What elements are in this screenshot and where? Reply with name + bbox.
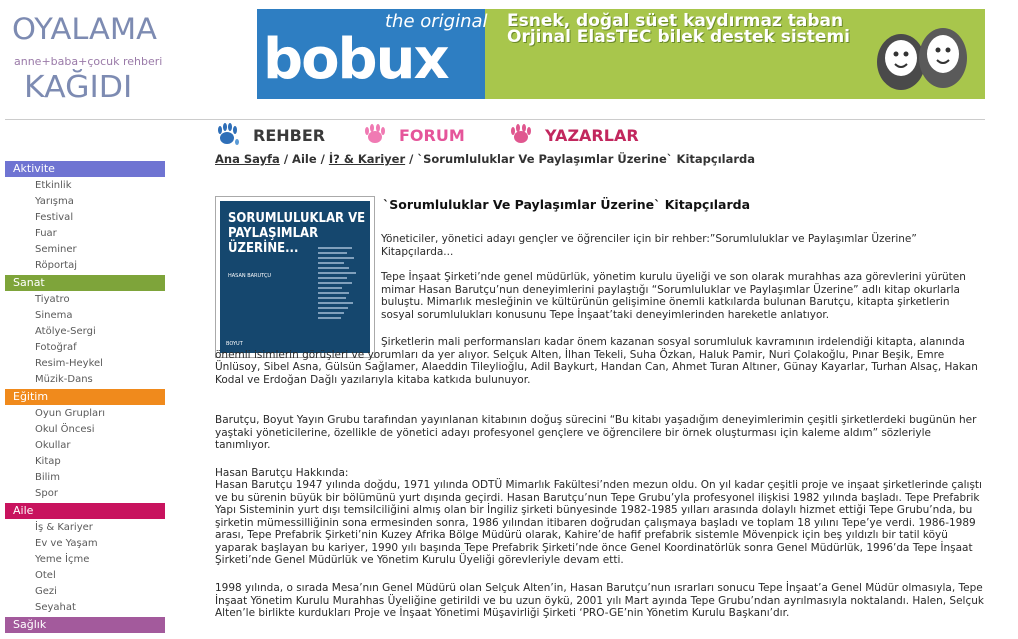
sidebar-item[interactable]: Oyun Grupları [35,408,105,419]
breadcrumb-separator: / [320,152,325,166]
book-cover [220,201,370,353]
sidebar-menu [5,161,165,633]
article-paragraph: Hasan Barutçu 1947 yılında doğdu, 1971 yılında ODTÜ Mimarlık Fakültesi’nden mezun oldu. On yıl kadar çeşitli proje ve inşaat şirketlerinde çalıştı ve bu sürenin büyük bir bölümünü yurt dışında geçirdi. Hasan Barutçu’nun Tepe Grubu’yla profesyonel ilişkisi 1982 yılında başladı. Tepe Prefabrik Yapı Sisteminin yurt dışı temsilciliğini almış olan bir İngiliz şirketi bünyesinde 1982-1985 yılları arasında dolaylı hizmet ettiği Tepe Grubu’nda, bu şirketin mümessilliğinin sona ermesinden sonra, 1986 yılından itibaren doğrudan çalışmaya başladı ve toplam 18 yılını Tepe’ye verdi. 1986-1989 arası, Tepe Prefabrik Şirketi’nin Kuzey Afrika Bölge Müdürü olarak, Kahire’de hafif prefabrik sistemle Mövenpick için beş yıldızlı bir tatil köyü yaparak başlayan bu kariyer, 1990 yılı başında Tepe Prefabrik Şirketi’nde önce Genel Koordinatörlük sonra Genel Müdürlük, 1996’da Tepe İnşaat Şirketi’nde Genel Müdürlük ve Yönetim Kurulu Üyeliği görevleriyle devam etti. [215,479,982,566]
article-paragraph: Yöneticiler, yönetici adayı gençler ve öğrenciler için bir rehber:”Sorumluluklar ve Paylaşımlar Üzerine” Kitapçılarda... [381,233,917,258]
nav-yazarlar-label: YAZARLAR [545,125,639,145]
sidebar-item[interactable]: Spor [35,488,58,499]
nav-rehber-label: REHBER [253,125,326,145]
sidebar-item[interactable]: Tiyatro [35,294,70,305]
sidebar-section-list [5,405,165,503]
sidebar-item[interactable]: Müzik-Dans [35,374,93,385]
logo-tagline: anne+baba+çocuk rehberi [14,55,163,68]
sidebar-section-list [5,519,165,617]
breadcrumb-separator: / [409,152,414,166]
breadcrumb-current: `Sorumluluklar Ve Paylaşımlar Üzerine` Kitapçılarda [417,152,756,166]
logo-line-3: KAĞIDI [24,70,133,105]
sidebar-item[interactable]: Okul Öncesi [35,424,95,435]
banner-brand-logo: bobux [263,27,448,92]
site-logo[interactable] [10,8,190,108]
sidebar-item[interactable]: Sinema [35,310,73,321]
sidebar-section-list [5,291,165,389]
banner-original-text: the original [385,11,488,32]
article-paragraph: Tepe İnşaat Şirketi’nde genel müdürlük, yönetim kurulu üyeliği ve son olarak murahhas aza görevlerini yürüten mimar Hasan Barutçu’nun deneyimlerini paylaştığı “Sorumluluklar ve Paylaşımlar Üzerine” adlı kitap okurlarla buluştu. Mimarlık mesleğinin ve kültürünün gelişimine önemli katkılarda bulunan Barutçu, kitapta şirketlerin sosyal sorumlulukları konusunu Tepe İnşaat’taki deneyimlerinden hareketle anlatıyor. [381,271,966,321]
hand-print-icon [361,123,389,147]
sidebar-section-sa-l-k[interactable]: Sağlık [5,617,165,633]
sidebar-item[interactable]: Kitap [35,456,61,467]
nav-rehber[interactable] [215,123,325,147]
article-paragraph: Şirketlerin mali performansları kadar önem kazanan sosyal sorumluluk kavramının irdelendiği kitapta, alanında önemli isimlerin görüşleri ve yorumları da yer alıyor. Selçuk Alten, İlhan Tekeli, Suha Özkan, Haluk Pamir, Nuri Çolakoğlu, Pınar Beşik, Emre Ünlüsoy, Sibel Asna, Gülsün Sağlamer, Alaeddin Tileylioğlu, Adil Baykurt, Handan Can, Ahmet Turan Altıner, Günay Kayarlar, Turhan Alsaç, Hakan Kodal ve Erdoğan Dağlı yazılarıyla kitaba katkıda bulunuyor. [215,336,978,386]
sidebar-item[interactable]: Atölye-Sergi [35,326,96,337]
sidebar-item[interactable]: Röportaj [35,260,78,271]
breadcrumb-home-link[interactable]: Ana Sayfa [215,152,280,166]
book-publisher: BOYUT [226,341,243,347]
sidebar-item[interactable]: Etkinlik [35,180,72,191]
banner-slogan-line-1: Esnek, doğal süet kaydırmaz taban [507,11,844,31]
hand-print-icon [215,123,243,147]
sidebar-item[interactable]: İş & Kariyer [35,522,93,533]
sidebar-item[interactable]: Otel [35,570,56,581]
nav-forum[interactable] [361,123,465,147]
article-paragraph: Barutçu, Boyut Yayın Grubu tarafından yayınlanan kitabının doğuş sürecini “Bu kitabı yaşadığım deneyimlerimin çeşitli şirketlerdeki bugünün her yaştaki yöneticilerine, özellikle de yönetici adayı profesyonel gençlere ve öğrencilere bir örnek oluşturması için kaleme aldım” sözleriyle tanımlıyor. [215,414,977,451]
sidebar-item[interactable]: Ev ve Yaşam [35,538,98,549]
sidebar-section-list [5,177,165,275]
breadcrumb-separator: / [283,152,289,166]
sidebar-item[interactable]: Fotoğraf [35,342,77,353]
banner-slogan-line-2: Orjinal ElasTEC bilek destek sistemi [507,27,850,47]
sidebar-item[interactable]: Fuar [35,228,57,239]
book-title: SORUMLULUKLAR VE PAYLAŞIMLAR ÜZERİNE... [228,211,366,256]
sidebar-item[interactable]: Yarışma [35,196,74,207]
sidebar-item[interactable]: Bilim [35,472,60,483]
article-title: `Sorumluluklar Ve Paylaşımlar Üzerine` Kitapçılarda [383,197,751,212]
book-author: HASAN BARUTÇU [228,273,272,279]
breadcrumb-section: Aile [292,152,317,166]
top-navigation [215,120,975,150]
article-subheading: Hasan Barutçu Hakkında: [215,467,349,479]
sidebar-item[interactable]: Resim-Heykel [35,358,103,369]
sidebar-section-sanat[interactable]: Sanat [5,275,165,291]
bobux-banner-ad[interactable] [257,9,985,99]
logo-line-1: OYALAMA [12,12,157,46]
breadcrumb-category-link[interactable]: İ? & Kariyer [328,152,406,166]
book-cover-image [215,196,375,358]
sidebar-section-aile[interactable]: Aile [5,503,165,519]
sidebar-item[interactable]: Seminer [35,244,77,255]
book-contributors-list [318,247,366,322]
sidebar-item[interactable]: Festival [35,212,74,223]
sidebar-item[interactable]: Okullar [35,440,71,451]
sidebar-item[interactable]: Yeme İçme [35,554,90,565]
nav-forum-label: FORUM [399,125,465,145]
sidebar-item[interactable]: Gezi [35,586,57,597]
baby-shoe-icon [871,14,971,94]
sidebar-section-aktivite[interactable]: Aktivite [5,161,165,177]
sidebar-item[interactable]: Seyahat [35,602,76,613]
nav-yazarlar[interactable] [507,123,639,147]
hand-print-icon [507,123,535,147]
breadcrumb [215,152,755,166]
sidebar-section-e-itim[interactable]: Eğitim [5,389,165,405]
article-paragraph: 1998 yılında, o sırada Mesa’nın Genel Müdürü olan Selçuk Alten’in, Hasan Barutçu’nun ısrarları sonucu Tepe İnşaat’a Genel Müdür olmasıyla, Tepe İnşaat Yönetim Kurulu Murahhas Üyeliğine getirildi ve bu uzun öykü, 2001 yılı Mart ayında Tepe Grubu’ndan ayrılmasıyla noktalandı. Halen, Selçuk Alten’le birlikte kurdukları Proje ve İnşaat Yönetimi Müşavirliği Şirketi ‘PRO-GE’nin Yönetim Kurulu Başkanı’dır. [215,582,984,619]
